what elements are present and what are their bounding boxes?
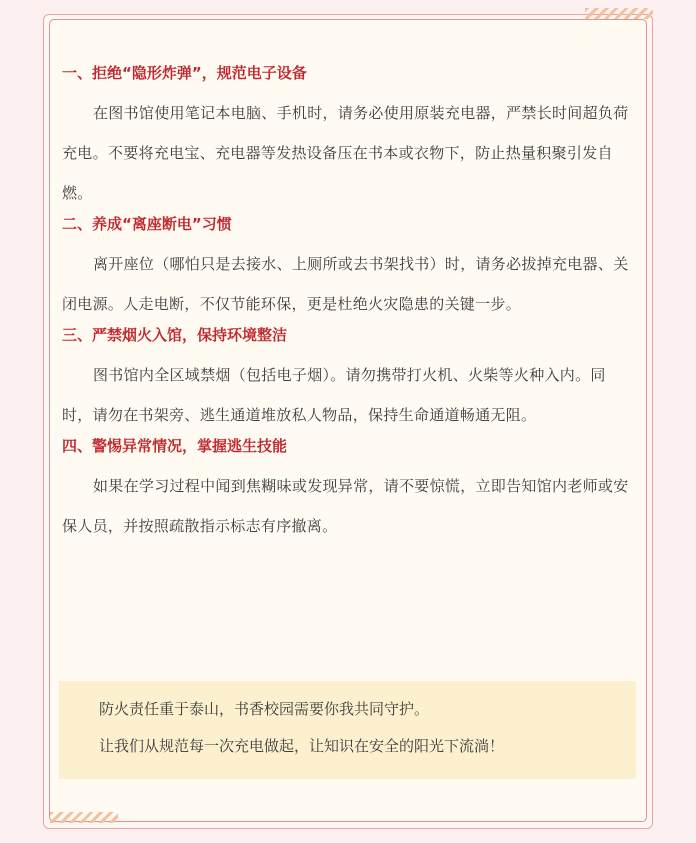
article-content	[62, 62, 636, 546]
callout-line-2: 让我们从规范每一次充电做起，让知识在安全的阳光下流淌！	[99, 737, 505, 755]
section-body-3: 图书馆内全区域禁烟（包括电子烟）。请勿携带打火机、火柴等火种入内。同时，请勿在书架旁、逃生通道堆放私人物品，保持生命通道畅通无阻。	[62, 366, 606, 424]
decorative-stripes-bottom	[50, 812, 118, 823]
section-title-4: 四、警惕异常情况，掌握逃生技能	[62, 437, 288, 455]
section-body-2: 离开座位（哪怕只是去接水、上厕所或去书架找书）时，请务必拔掉充电器、关闭电源。人走电断，不仅节能环保，更是杜绝火灾隐患的关键一步。	[62, 255, 629, 313]
section-body-4: 如果在学习过程中闻到焦糊味或发现异常，请不要惊慌，立即告知馆内老师或安保人员，并按照疏散指示标志有序撤离。	[62, 477, 629, 535]
section-title-2: 二、养成“离座断电”习惯	[62, 215, 232, 233]
decorative-stripes-top	[585, 8, 653, 19]
section-title-1: 一、拒绝“隐形炸弹”，规范电子设备	[62, 64, 307, 82]
closing-callout-box	[59, 681, 636, 779]
section-body-1: 在图书馆使用笔记本电脑、手机时，请务必使用原装充电器，严禁长时间超负荷充电。不要将充电宝、充电器等发热设备压在书本或衣物下，防止热量积聚引发自燃。	[62, 104, 629, 202]
section-title-3: 三、严禁烟火入馆，保持环境整洁	[62, 326, 288, 344]
callout-line-1: 防火责任重于泰山，书香校园需要你我共同守护。	[99, 700, 430, 718]
